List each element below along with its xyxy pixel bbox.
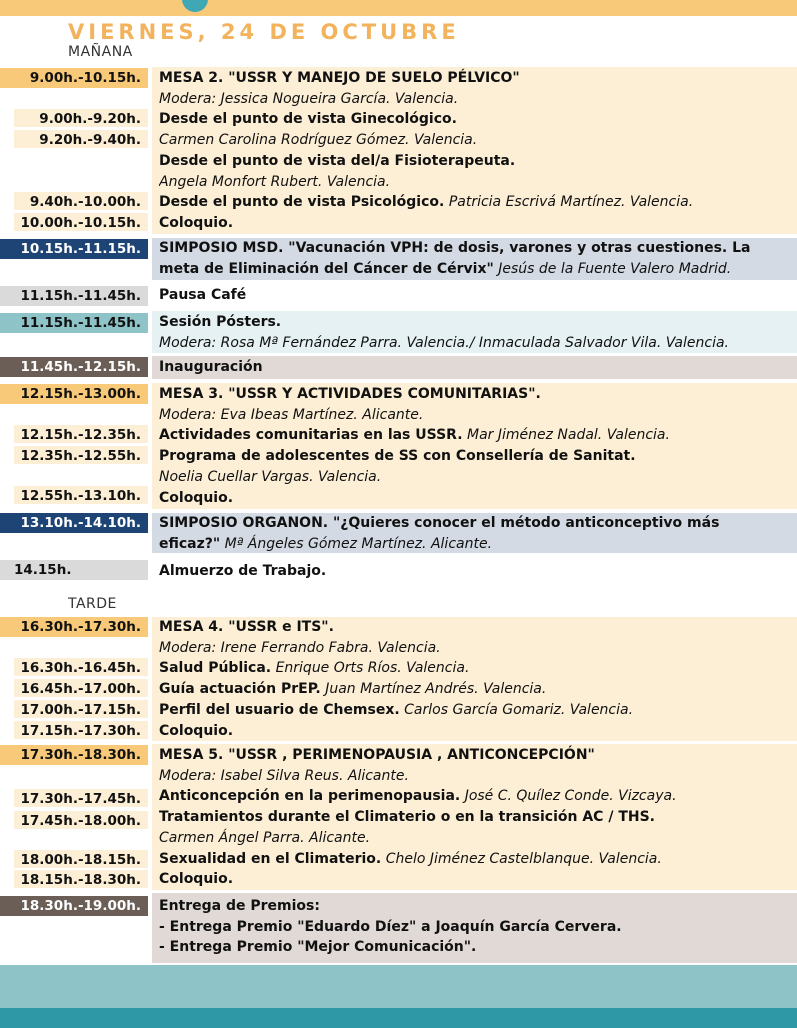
time-cell: 17.15h.-17.30h. [14, 721, 148, 739]
speaker: Carmen Ángel Parra. Alicante. [159, 829, 371, 846]
talk-title: Anticoncepción en la perimenopausia. [159, 788, 461, 805]
day-title: VIERNES, 24 DE OCTUBRE [68, 20, 460, 44]
row-content [152, 285, 797, 306]
talk-title: SIMPOSIO MSD. "Vacunación VPH: de dosis, varones y otras cuestiones. La [159, 240, 751, 256]
speaker: Angela Monfort Rubert. Valencia. [159, 173, 391, 190]
talk-title: SIMPOSIO ORGANON. "¿Quieres conocer el método anticonceptivo más [159, 515, 720, 531]
talk-title: Inauguración [159, 359, 263, 375]
talk-title: Desde el punto de vista Ginecológico. [159, 111, 457, 128]
speaker: Enrique Orts Ríos. Valencia. [275, 660, 470, 677]
line-fisioterapeuta [159, 151, 797, 172]
talk-title: MESA 3. "USSR Y ACTIVIDADES COMUNITARIAS". [159, 386, 541, 402]
speaker: Carlos García Gomariz. Valencia. [404, 701, 634, 718]
time-cell: 16.30h.-17.30h. [0, 617, 148, 637]
time-cell: 9.00h.-10.15h. [0, 68, 148, 88]
time-cell: 17.45h.-18.00h. [14, 811, 148, 829]
line-coloquio [159, 213, 797, 234]
row-content [152, 312, 797, 353]
talk-title: MESA 5. "USSR , PERIMENOPAUSIA , ANTICONCEPCIÓN" [159, 747, 595, 763]
footer-band-dark [0, 1008, 797, 1028]
moderator: Modera: Eva Ibeas Martínez. Alicante. [159, 406, 424, 423]
moderator: Modera: Isabel Silva Reus. Alicante. [159, 767, 409, 784]
row-content [152, 745, 797, 890]
time-cell: 18.15h.-18.30h. [14, 870, 148, 888]
top-color-bar [0, 0, 797, 16]
talk-title: Sexualidad en el Climaterio. [159, 850, 382, 867]
time-cell: 18.00h.-18.15h. [14, 850, 148, 868]
time-cell: 17.00h.-17.15h. [14, 700, 148, 718]
moderator: Modera: Rosa Mª Fernández Parra. Valencia./ Inmaculada Salvador Vila. Valencia. [159, 334, 730, 351]
talk-title: - Entrega Premio "Mejor Comunicación". [159, 939, 477, 956]
time-cell: 11.15h.-11.45h. [0, 286, 148, 306]
speaker: Jesús de la Fuente Valero Madrid. [498, 260, 732, 277]
row-content [152, 68, 797, 234]
line-mesa2-moderator [159, 89, 797, 110]
footer-band [0, 965, 797, 1008]
talk-title: MESA 4. "USSR e ITS". [159, 619, 334, 635]
talk-title: Coloquio. [159, 489, 234, 506]
row-content [152, 617, 797, 741]
row-content [152, 561, 797, 582]
talk-title: Programa de adolescentes de SS con Consellería de Sanitat. [159, 448, 636, 465]
time-cell: 10.15h.-11.15h. [0, 239, 148, 259]
time-cell: 12.15h.-13.00h. [0, 384, 148, 404]
talk-title: MESA 2. "USSR Y MANEJO DE SUELO PÉLVICO" [159, 70, 520, 86]
time-cell: 9.20h.-9.40h. [14, 130, 148, 148]
talk-title: - Entrega Premio "Eduardo Díez" a Joaquín García Cervera. [159, 918, 622, 935]
talk-title: Tratamientos durante el Climaterio o en la transición AC / THS. [159, 809, 655, 826]
talk-title: Coloquio. [159, 722, 234, 739]
speaker: Chelo Jiménez Castelblanque. Valencia. [385, 850, 662, 867]
time-cell: 9.00h.-9.20h. [14, 109, 148, 127]
speaker: José C. Quílez Conde. Vizcaya. [464, 788, 677, 805]
time-cell: 11.15h.-11.45h. [0, 313, 148, 333]
line-rodriguez [159, 130, 797, 151]
time-cell: 12.15h.-12.35h. [14, 425, 148, 443]
talk-title: Coloquio. [159, 214, 234, 231]
morning-label: MAÑANA [68, 44, 133, 60]
row-content [152, 357, 797, 378]
talk-title: Desde el punto de vista Psicológico. [159, 194, 445, 211]
line-ginecologico [159, 109, 797, 130]
time-cell: 18.30h.-19.00h. [0, 896, 148, 916]
time-cell: 12.35h.-12.55h. [14, 446, 148, 464]
talk-title: Entrega de Premios: [159, 898, 320, 914]
talk-title: Desde el punto de vista del/a Fisioterapeuta. [159, 152, 516, 169]
time-cell: 13.10h.-14.10h. [0, 513, 148, 533]
row-content [152, 238, 797, 279]
talk-title: meta de Eliminación del Cáncer de Cérvix" [159, 260, 494, 277]
talk-title: Actividades comunitarias en las USSR. [159, 427, 463, 444]
time-cell: 12.55h.-13.10h. [14, 486, 148, 504]
time-cell: 14.15h. [0, 560, 148, 580]
speaker: Juan Martínez Andrés. Valencia. [325, 681, 547, 698]
talk-title: Pausa Café [159, 287, 247, 303]
talk-title: Perfil del usuario de Chemsex. [159, 701, 400, 718]
talk-title: Guía actuación PrEP. [159, 681, 321, 698]
speaker: Mar Jiménez Nadal. Valencia. [466, 427, 670, 444]
afternoon-label: TARDE [68, 596, 117, 612]
talk-title: Almuerzo de Trabajo. [159, 563, 327, 579]
line-psicologico [159, 192, 797, 213]
talk-title: eficaz?" [159, 535, 221, 552]
time-cell: 17.30h.-17.45h. [14, 789, 148, 807]
speaker: Mª Ángeles Gómez Martínez. Alicante. [224, 535, 493, 552]
row-content [152, 513, 797, 554]
moderator: Modera: Irene Ferrando Fabra. Valencia. [159, 639, 441, 656]
talk-title: Salud Pública. [159, 660, 272, 677]
row-content [152, 384, 797, 508]
row-content [152, 896, 797, 958]
time-cell: 16.30h.-16.45h. [14, 658, 148, 676]
moderator: Modera: Jessica Nogueira García. Valencia. [159, 90, 459, 107]
speaker: Patricia Escrivá Martínez. Valencia. [448, 194, 694, 211]
time-cell: 11.45h.-12.15h. [0, 357, 148, 377]
talk-title: Sesión Pósters. [159, 314, 282, 330]
time-cell: 9.40h.-10.00h. [14, 192, 148, 210]
time-cell: 16.45h.-17.00h. [14, 679, 148, 697]
talk-title: Coloquio. [159, 871, 234, 888]
time-cell: 10.00h.-10.15h. [14, 213, 148, 231]
time-cell: 17.30h.-18.30h. [0, 745, 148, 765]
speaker: Noelia Cuellar Vargas. Valencia. [159, 468, 382, 485]
line-mesa2-title [159, 68, 797, 89]
line-monfort [159, 172, 797, 193]
speaker: Carmen Carolina Rodríguez Gómez. Valencia. [159, 132, 478, 149]
